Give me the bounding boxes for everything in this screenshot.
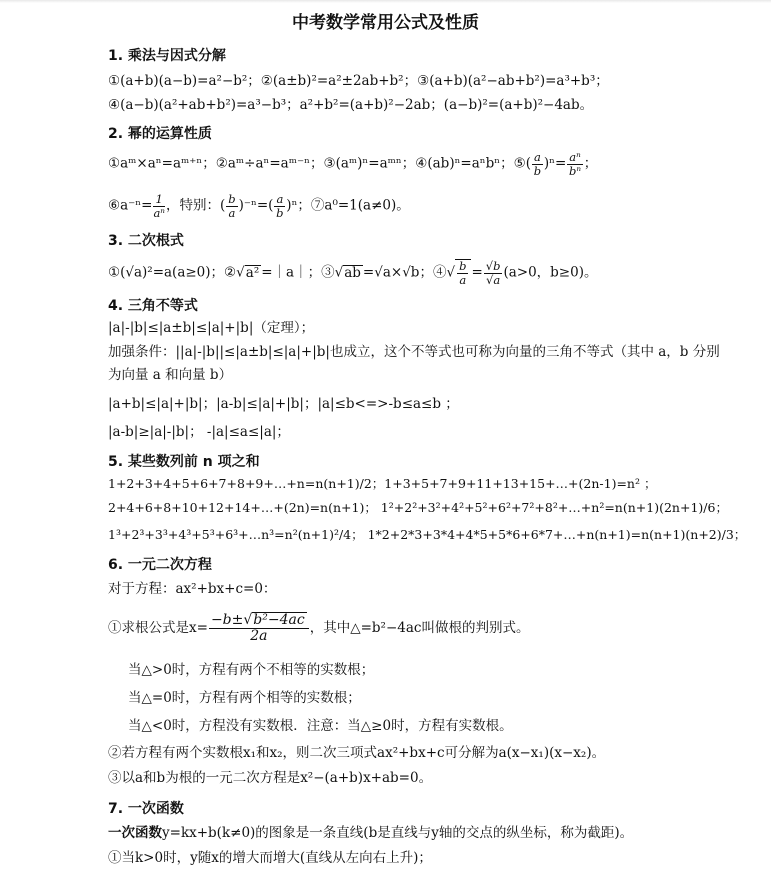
s3-part-3: =√a×√b；④ (362, 264, 447, 281)
frac-num: a (533, 150, 541, 164)
frac-den: bⁿ (569, 163, 582, 178)
fraction-b-over-a (226, 193, 237, 219)
s7-label: 一次函数 (108, 825, 162, 841)
s1-line-2: ④(a−b)(a²+ab+b²)=a³−b³；a²+b²=(a+b)²−2ab；(a−b)²=(a+b)²−4ab。 (108, 97, 594, 113)
s2-line-1-part-a: ①aᵐ×aⁿ=aᵐ⁺ⁿ；②aᵐ÷aⁿ=aᵐ⁻ⁿ；③(aᵐ)ⁿ=aᵐⁿ；④(ab)ⁿ=aⁿbⁿ；⑤( (108, 155, 531, 172)
sqrt-icon: √ (446, 264, 456, 281)
frac-den: 2a (250, 628, 268, 645)
frac-num: b (459, 259, 467, 273)
formula-num-prefix: −b± (210, 612, 244, 628)
section-5-heading: 5. 某些数列前 n 项之和 (108, 454, 260, 470)
section-4-heading: 4. 三角不等式 (108, 298, 198, 314)
s3-line-1 (108, 259, 597, 286)
s2-line-1 (108, 151, 597, 177)
fraction-1-over-an (153, 193, 165, 219)
section-3-heading: 3. 二次根式 (108, 233, 184, 249)
fraction-a-over-b-2 (274, 193, 285, 219)
frac-den: √a (486, 272, 501, 287)
s6-quadratic-formula (108, 612, 529, 645)
fraction-b-over-a-radicand (457, 260, 468, 286)
s4-line-4: |a+b|≤|a|+|b|；|a-b|≤|a|+|b|；|a|≤b<=>-b≤a≤b ； (108, 396, 459, 412)
s4-line-2: 加强条件：||a|-|b||≤|a±b|≤|a|+|b|也成立，这个不等式也可称为向量的三角不等式（其中 a，b 分别 (108, 344, 720, 360)
section-7-heading: 7. 一次函数 (108, 801, 184, 817)
s2-line-2-part-a: ⑥a⁻ⁿ= (108, 197, 153, 214)
s2-line-1-part-b: )ⁿ= (543, 155, 567, 172)
s3-part-4: = (471, 264, 483, 281)
s6-formula-tail: ，其中△=b²−4ac叫做根的判别式。 (309, 619, 530, 636)
frac-num: aⁿ (569, 150, 581, 164)
s2-line-2-part-d: )ⁿ；⑦a⁰=1(a≠0)。 (286, 197, 410, 214)
s5-line-3: 1³+2³+3³+4³+5³+6³+…n³=n²(n+1)²/4； 1*2+2*3+3*4+4*5+5*6+6*7+…+n(n+1)=n(n+1)(n+2)/3； (108, 527, 747, 542)
frac-num: √b (485, 259, 501, 273)
s1-line-1: ①(a+b)(a−b)=a²−b²；②(a±b)²=a²±2ab+b²；③(a+b)(a²−ab+b²)=a³+b³； (108, 73, 609, 89)
s5-line-1: 1+2+3+4+5+6+7+8+9+…+n=n(n+1)/2；1+3+5+7+9+11+13+15+…+(2n-1)=n² ； (108, 476, 657, 491)
s6-formula-label: ①求根公式是x= (108, 619, 208, 636)
frac-den: aⁿ (153, 205, 165, 220)
sqrt-icon: √ (243, 612, 253, 628)
radicand-fraction (455, 259, 471, 286)
s7-line-2: ①当k>0时，y随x的增大而增大(直线从左向右上升)； (108, 850, 432, 866)
s6-line-1: 对于方程：ax²+bx+c=0： (108, 581, 277, 597)
frac-den: b (533, 163, 542, 178)
frac-den: b (276, 205, 284, 220)
s3-part-5: (a>0，b≥0)。 (503, 264, 598, 281)
frac-num: 1 (153, 193, 165, 207)
frac-num: b (228, 192, 236, 206)
frac-num: a (276, 192, 284, 206)
s7-line-1-rest: y=kx+b(k≠0)的图象是一条直线(b是直线与y轴的交点的纵坐标，称为截距)。 (162, 825, 634, 841)
section-6-heading: 6. 一元二次方程 (108, 557, 212, 573)
s3-part-2: =｜a｜；③ (261, 264, 335, 281)
radicand-ab: ab (344, 264, 361, 281)
frac-den: a (228, 205, 236, 220)
s4-line-1: |a|-|b|≤|a±b|≤|a|+|b|（定理）； (108, 320, 315, 336)
s2-line-2 (108, 193, 410, 219)
frac-num (209, 612, 309, 629)
s6-item-2: ②若方程有两个实数根x₁和x₂，则二次三项式ax²+bx+c可分解为a(x−x₁)(x−x₂)。 (108, 745, 606, 761)
radicand-a-squared: a² (245, 264, 260, 281)
page-top-edge (0, 0, 771, 3)
fraction-a-over-b (532, 151, 543, 177)
discriminant-radicand: b²−4ac (253, 612, 305, 628)
section-1-heading: 1. 乘法与因式分解 (108, 48, 226, 64)
frac-den: a (459, 272, 467, 287)
s6-case-2: 当△=0时，方程有两个相等的实数根； (128, 690, 361, 706)
s6-item-3: ③以a和b为根的一元二次方程是x²−(a+b)x+ab=0。 (108, 770, 433, 786)
s6-case-1: 当△>0时，方程有两个不相等的实数根； (128, 662, 375, 678)
fraction-an-over-bn (567, 151, 583, 177)
sqrt-icon: √ (236, 264, 245, 281)
section-2-heading: 2. 幂的运算性质 (108, 126, 212, 142)
s2-line-2-part-b: ，特别：( (165, 197, 226, 214)
s5-line-2: 2+4+6+8+10+12+14+…+(2n)=n(n+1)； 1²+2²+3²+4²+5²+6²+7²+8²+…+n²=n(n+1)(2n+1)/6； (108, 500, 728, 515)
s3-part-1: ①(√a)²=a(a≥0)；② (108, 264, 237, 281)
s2-line-2-part-c: )⁻ⁿ=( (238, 197, 274, 214)
s6-case-3: 当△<0时，方程没有实数根．注意：当△≥0时，方程有实数根。 (128, 718, 513, 734)
page-title: 中考数学常用公式及性质 (292, 13, 479, 33)
sqrt-icon: √ (334, 264, 344, 281)
s7-line-1 (108, 825, 633, 842)
s2-line-1-part-c: ； (583, 155, 598, 172)
s4-line-3: 为向量 a 和向量 b） (108, 367, 233, 383)
fraction-sqrtb-over-sqrta (484, 260, 503, 286)
quadratic-formula-fraction (209, 612, 309, 645)
s4-line-5: |a-b|≥|a|-|b|； -|a|≤a≤|a|； (108, 424, 290, 440)
